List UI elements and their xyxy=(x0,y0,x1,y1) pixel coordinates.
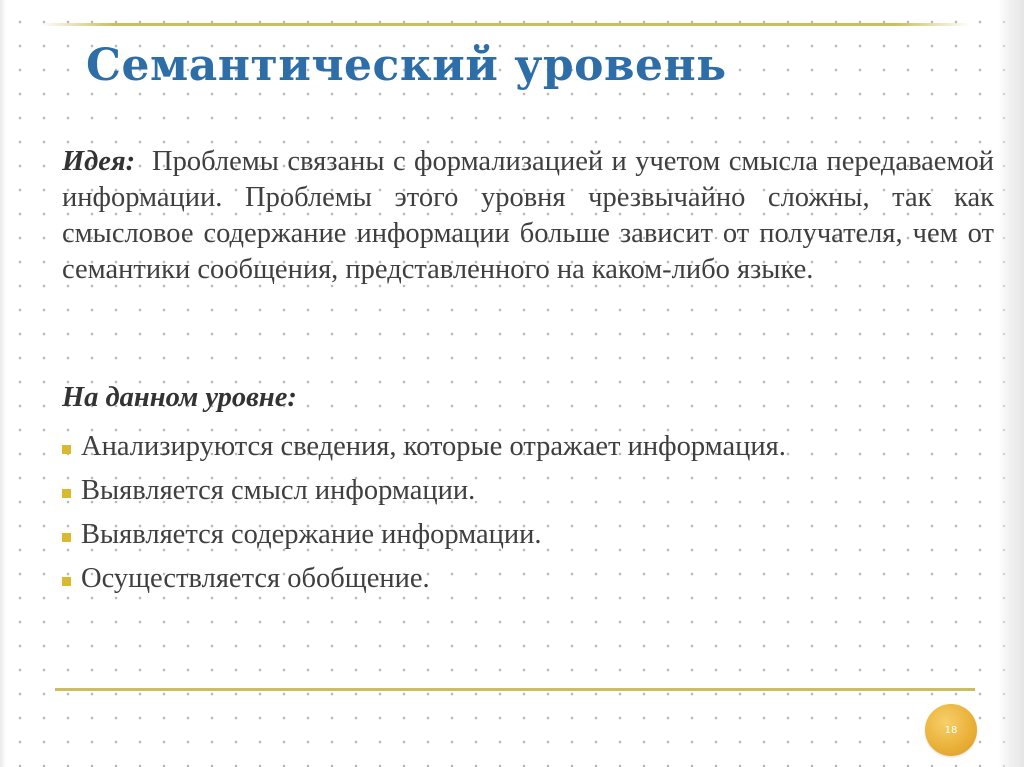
page-number-badge xyxy=(925,704,977,756)
list-item xyxy=(62,557,786,601)
bullet-list xyxy=(62,425,786,601)
list-item xyxy=(62,425,786,469)
right-edge-shadow xyxy=(998,0,1024,767)
bullet-text: Осуществляется обобщение. xyxy=(81,563,430,594)
top-divider xyxy=(40,23,970,26)
square-bullet-icon xyxy=(62,577,71,586)
bottom-divider xyxy=(55,688,975,691)
list-item xyxy=(62,469,786,513)
square-bullet-icon xyxy=(62,489,71,498)
bullet-text: Анализируются сведения, которые отражает информация. xyxy=(81,431,786,462)
left-edge-shadow xyxy=(0,0,6,767)
bullet-text: Выявляется содержание информации. xyxy=(81,519,542,550)
level-heading: На данном уровне: xyxy=(62,382,297,413)
idea-label: Идея: xyxy=(62,146,136,177)
idea-paragraph xyxy=(62,144,994,288)
slide-title: Семантический уровень xyxy=(86,40,727,91)
square-bullet-icon xyxy=(62,533,71,542)
square-bullet-icon xyxy=(62,445,71,454)
idea-text: Проблемы связаны с формализацией и учетом смысла передаваемой информации. Проблемы этого уровня чрезвычайно сложны, так как смысловое содержание информации больше зависит от получателя, чем от семантики сообщения, представленного на каком-либо языке. xyxy=(62,146,994,285)
page-number: 18 xyxy=(944,724,958,736)
bullet-text: Выявляется смысл информации. xyxy=(81,475,476,506)
list-item xyxy=(62,513,786,557)
